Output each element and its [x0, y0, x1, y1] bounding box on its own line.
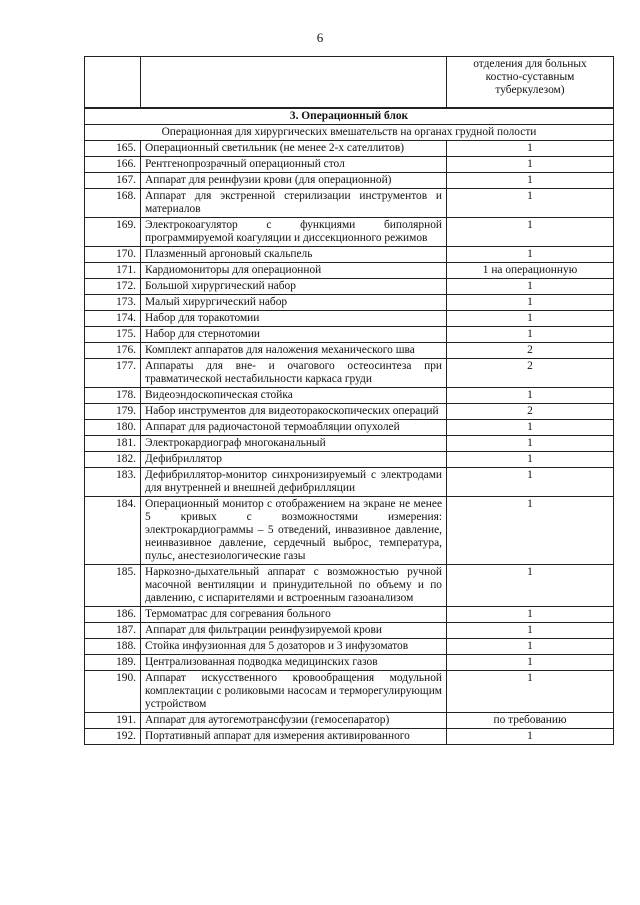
equipment-name: Стойка инфузионная для 5 дозаторов и 3 инфузоматов: [141, 639, 447, 655]
equipment-name: Аппарат для фильтрации реинфузируемой крови: [141, 623, 447, 639]
row-number: 180.: [85, 420, 141, 436]
subsection-row: [85, 125, 614, 141]
table-row: [85, 497, 614, 565]
equipment-quantity: 2: [447, 343, 614, 359]
row-number: 168.: [85, 189, 141, 218]
table-row: [85, 468, 614, 497]
equipment-name: Портативный аппарат для измерения активированного: [141, 729, 447, 745]
equipment-quantity: 1: [447, 173, 614, 189]
equipment-name: Централизованная подводка медицинских газов: [141, 655, 447, 671]
table-row: [85, 218, 614, 247]
row-number: 165.: [85, 141, 141, 157]
header-note-cell: [447, 57, 614, 109]
equipment-quantity: 1: [447, 247, 614, 263]
equipment-name: Аппарат для радиочастоной термоабляции опухолей: [141, 420, 447, 436]
header-num-cell: [85, 57, 141, 109]
table-row: [85, 607, 614, 623]
table-row: [85, 452, 614, 468]
equipment-name: Аппараты для вне- и очагового остеосинтеза при травматической нестабильности каркаса груди: [141, 359, 447, 388]
row-number: 169.: [85, 218, 141, 247]
table-row: [85, 157, 614, 173]
equipment-name: Рентгенопрозрачный операционный стол: [141, 157, 447, 173]
table-row: [85, 623, 614, 639]
row-number: 175.: [85, 327, 141, 343]
equipment-name: Операционный монитор с отображением на экране не менее 5 кривых с возможностями измерения: электрокардиограммы – 5 отведений, инвазивное давление, неинвазивное давление, сердечный выброс, температура, пульс, анестезиологические газы: [141, 497, 447, 565]
equipment-quantity: 1: [447, 157, 614, 173]
equipment-quantity: 2: [447, 359, 614, 388]
equipment-name: Аппарат для экстренной стерилизации инструментов и материалов: [141, 189, 447, 218]
table-row: [85, 295, 614, 311]
equipment-quantity: 1: [447, 729, 614, 745]
equipment-name: Комплект аппаратов для наложения механического шва: [141, 343, 447, 359]
row-number: 171.: [85, 263, 141, 279]
equipment-name: Кардиомониторы для операционной: [141, 263, 447, 279]
equipment-quantity: 1: [447, 189, 614, 218]
row-number: 172.: [85, 279, 141, 295]
equipment-name: Видеоэндоскопическая стойка: [141, 388, 447, 404]
table-row: [85, 343, 614, 359]
equipment-quantity: 1 на операционную: [447, 263, 614, 279]
row-number: 176.: [85, 343, 141, 359]
equipment-quantity: 1: [447, 327, 614, 343]
table-row: [85, 639, 614, 655]
row-number: 182.: [85, 452, 141, 468]
equipment-name: Набор для торакотомии: [141, 311, 447, 327]
equipment-quantity: 1: [447, 141, 614, 157]
table-row: [85, 189, 614, 218]
equipment-quantity: 1: [447, 295, 614, 311]
equipment-quantity: 1: [447, 279, 614, 295]
table-row: [85, 141, 614, 157]
equipment-quantity: 1: [447, 623, 614, 639]
equipment-table: [84, 56, 614, 745]
row-number: 178.: [85, 388, 141, 404]
page-number: 6: [316, 30, 324, 45]
subsection-title: Операционная для хирургических вмешательств на органах грудной полости: [85, 125, 614, 141]
equipment-quantity: 1: [447, 420, 614, 436]
equipment-name: Плазменный аргоновый скальпель: [141, 247, 447, 263]
row-number: 170.: [85, 247, 141, 263]
table-row: [85, 263, 614, 279]
equipment-quantity: 1: [447, 218, 614, 247]
equipment-quantity: 2: [447, 404, 614, 420]
equipment-name: Набор инструментов для видеоторакоскопических операций: [141, 404, 447, 420]
table-row: [85, 655, 614, 671]
row-number: 183.: [85, 468, 141, 497]
row-number: 191.: [85, 713, 141, 729]
header-note-line: костно-суставным: [485, 71, 575, 83]
row-number: 192.: [85, 729, 141, 745]
table-row: [85, 404, 614, 420]
equipment-quantity: 1: [447, 655, 614, 671]
header-note-line: отделения для больных: [473, 58, 587, 70]
row-number: 185.: [85, 565, 141, 607]
table-header-row: [85, 57, 614, 109]
equipment-quantity: 1: [447, 565, 614, 607]
equipment-quantity: 1: [447, 468, 614, 497]
equipment-name: Большой хирургический набор: [141, 279, 447, 295]
section-title: 3. Операционный блок: [85, 108, 614, 125]
equipment-quantity: 1: [447, 671, 614, 713]
table-row: [85, 388, 614, 404]
equipment-name: Наркозно-дыхательный аппарат с возможностью ручной масочной вентиляции и принудительной по объему и по давлению, с испарителями и встроенным газоанализом: [141, 565, 447, 607]
table-row: [85, 671, 614, 713]
row-number: 189.: [85, 655, 141, 671]
equipment-name: Дефибриллятор-монитор синхронизируемый с электродами для внутренней и внешней дефибрилляции: [141, 468, 447, 497]
row-number: 167.: [85, 173, 141, 189]
section-row: [85, 108, 614, 125]
table-row: [85, 359, 614, 388]
equipment-name: Электрокардиограф многоканальный: [141, 436, 447, 452]
equipment-quantity: 1: [447, 607, 614, 623]
equipment-quantity: по требованию: [447, 713, 614, 729]
table-row: [85, 173, 614, 189]
row-number: 187.: [85, 623, 141, 639]
row-number: 186.: [85, 607, 141, 623]
equipment-name: Электрокоагулятор с функциями биполярной программируемой коагуляции и диссекционного режимов: [141, 218, 447, 247]
equipment-name: Дефибриллятор: [141, 452, 447, 468]
table-row: [85, 420, 614, 436]
equipment-quantity: 1: [447, 311, 614, 327]
equipment-name: Малый хирургический набор: [141, 295, 447, 311]
equipment-quantity: 1: [447, 497, 614, 565]
equipment-quantity: 1: [447, 639, 614, 655]
row-number: 173.: [85, 295, 141, 311]
table-row: [85, 565, 614, 607]
row-number: 166.: [85, 157, 141, 173]
header-note-line: туберкулезом): [495, 84, 565, 96]
row-number: 184.: [85, 497, 141, 565]
row-number: 181.: [85, 436, 141, 452]
equipment-name: Операционный светильник (не менее 2-х сателлитов): [141, 141, 447, 157]
row-number: 177.: [85, 359, 141, 388]
table-row: [85, 311, 614, 327]
equipment-quantity: 1: [447, 436, 614, 452]
row-number: 174.: [85, 311, 141, 327]
header-name-cell: [141, 57, 447, 109]
equipment-quantity: 1: [447, 452, 614, 468]
row-number: 179.: [85, 404, 141, 420]
equipment-name: Термоматрас для согревания больного: [141, 607, 447, 623]
equipment-name: Набор для стернотомии: [141, 327, 447, 343]
row-number: 190.: [85, 671, 141, 713]
equipment-name: Аппарат для реинфузии крови (для операционной): [141, 173, 447, 189]
table-row: [85, 729, 614, 745]
row-number: 188.: [85, 639, 141, 655]
equipment-name: Аппарат для аутогемотрансфузии (гемосепаратор): [141, 713, 447, 729]
equipment-quantity: 1: [447, 388, 614, 404]
table-row: [85, 436, 614, 452]
table-row: [85, 713, 614, 729]
table-row: [85, 247, 614, 263]
equipment-name: Аппарат искусственного кровообращения модульной комплектации с роликовыми насосам и терморегулирующим устройством: [141, 671, 447, 713]
table-row: [85, 279, 614, 295]
table-row: [85, 327, 614, 343]
